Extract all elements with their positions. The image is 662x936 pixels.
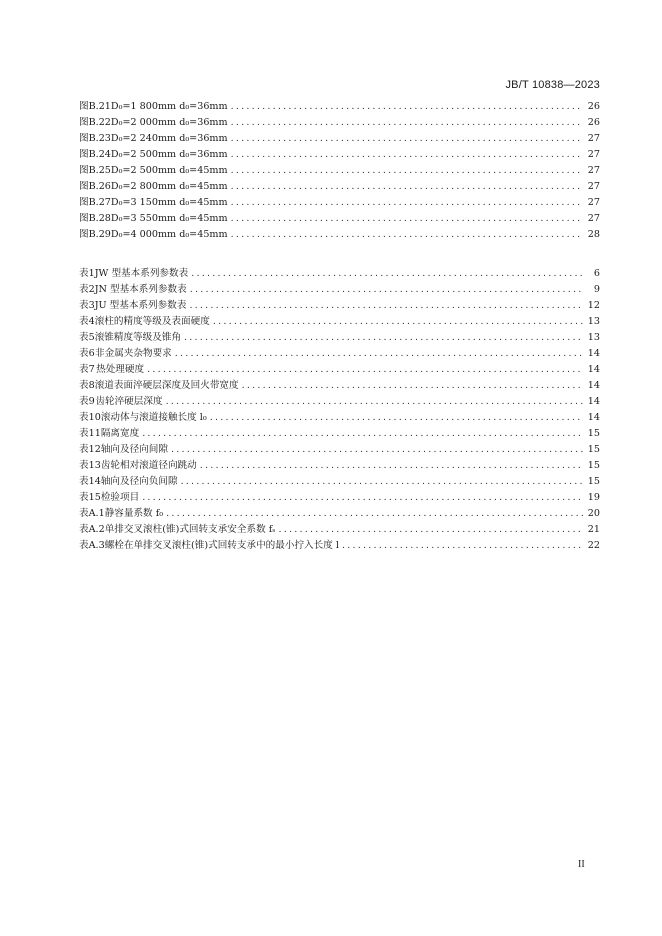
entry-page: 26	[587, 117, 600, 128]
leader-dots	[189, 298, 583, 314]
entry-label: 表10	[79, 412, 101, 423]
entry-page: 15	[587, 460, 600, 471]
toc-entry[interactable]	[79, 266, 600, 282]
entry-page: 13	[587, 316, 600, 327]
leader-dots	[242, 378, 583, 394]
toc-entry[interactable]	[79, 179, 600, 195]
entry-label: 图B.27	[79, 197, 111, 208]
toc-entry[interactable]	[79, 362, 600, 378]
toc-entry[interactable]	[79, 458, 600, 474]
entry-title: D₀=2 500mm d₀=36mm	[110, 149, 228, 160]
entry-label: 表15	[79, 492, 101, 503]
entry-page: 15	[587, 444, 600, 455]
entry-title: D₀=3 150mm d₀=45mm	[110, 197, 228, 208]
leader-dots	[200, 458, 583, 474]
entry-label: 表A.3	[79, 540, 105, 551]
entry-label: 表11	[79, 428, 101, 439]
toc-entry[interactable]	[79, 346, 600, 362]
entry-page: 27	[587, 197, 600, 208]
entry-label: 图B.24	[79, 149, 111, 160]
toc-entry[interactable]	[79, 115, 600, 131]
entry-label: 表A.1	[79, 508, 105, 519]
leader-dots	[147, 362, 583, 378]
entry-title: 检验项目	[100, 492, 140, 503]
toc-entry[interactable]	[79, 474, 600, 490]
entry-title: 轴向及径向负间隙	[100, 476, 178, 487]
entry-page: 26	[587, 101, 600, 112]
leader-dots	[231, 195, 583, 211]
leader-dots	[184, 330, 583, 346]
leader-dots	[231, 147, 583, 163]
leader-dots	[231, 179, 583, 195]
entry-label: 表7	[79, 364, 95, 375]
entry-page: 27	[587, 149, 600, 160]
toc-entry[interactable]	[79, 410, 600, 426]
entry-title: D₀=4 000mm d₀=45mm	[110, 229, 228, 240]
toc-entry[interactable]	[79, 506, 600, 522]
toc-entry[interactable]	[79, 442, 600, 458]
entry-page: 14	[587, 380, 600, 391]
leader-dots	[213, 314, 583, 330]
table-list	[79, 266, 600, 554]
leader-dots	[342, 538, 583, 554]
entry-title: 滚锥精度等级及锥角	[94, 332, 182, 343]
entry-page: 9	[593, 284, 600, 295]
entry-page: 27	[587, 165, 600, 176]
toc-entry[interactable]	[79, 394, 600, 410]
toc-entry[interactable]	[79, 538, 600, 554]
entry-label: 表13	[79, 460, 101, 471]
entry-page: 14	[587, 348, 600, 359]
toc-entry[interactable]	[79, 522, 600, 538]
entry-label: 图B.21	[79, 101, 111, 112]
toc-entry[interactable]	[79, 131, 600, 147]
toc-entry[interactable]	[79, 490, 600, 506]
entry-title: 静容量系数 f₀	[104, 508, 164, 519]
leader-dots	[279, 522, 583, 538]
entry-label: 表3	[79, 300, 95, 311]
entry-page: 19	[587, 492, 600, 503]
entry-label: 表2	[79, 284, 95, 295]
entry-label: 表5	[79, 332, 95, 343]
entry-page: 27	[587, 213, 600, 224]
entry-title: 隔离宽度	[100, 428, 140, 439]
entry-page: 14	[587, 364, 600, 375]
entry-label: 图B.26	[79, 181, 111, 192]
entry-page: 14	[587, 412, 600, 423]
entry-title: 齿轮淬硬层深度	[95, 396, 163, 407]
entry-page: 22	[587, 540, 600, 551]
toc-entry[interactable]	[79, 314, 600, 330]
entry-title: JN 型基本系列参数表	[94, 284, 187, 295]
figure-list	[79, 99, 600, 243]
entry-label: 表6	[79, 348, 95, 359]
leader-dots	[231, 99, 583, 115]
entry-label: 图B.22	[79, 117, 111, 128]
entry-title: D₀=2 500mm d₀=45mm	[110, 165, 228, 176]
entry-title: 热处理硬度	[96, 364, 145, 375]
entry-page: 28	[587, 229, 600, 240]
toc-entry[interactable]	[79, 426, 600, 442]
entry-page: 13	[587, 332, 600, 343]
entry-page: 27	[587, 181, 600, 192]
entry-title: JW 型基本系列参数表	[94, 268, 189, 279]
entry-label: 表9	[79, 396, 95, 407]
entry-title: 轴向及径向间隙	[100, 444, 168, 455]
entry-page: 6	[593, 268, 600, 279]
entry-title: D₀=2 240mm d₀=36mm	[110, 133, 228, 144]
toc-entry[interactable]	[79, 147, 600, 163]
entry-label: 表A.2	[79, 524, 105, 535]
entry-title: D₀=2 000mm d₀=36mm	[110, 117, 228, 128]
leader-dots	[190, 282, 583, 298]
leader-dots	[171, 442, 583, 458]
toc-entry[interactable]	[79, 378, 600, 394]
leader-dots	[231, 115, 583, 131]
entry-label: 表8	[79, 380, 95, 391]
entry-title: D₀=2 800mm d₀=45mm	[110, 181, 228, 192]
entry-label: 表1	[79, 268, 95, 279]
entry-title: 滚柱的精度等级及表面硬度	[94, 316, 210, 327]
leader-dots	[175, 346, 583, 362]
toc-entry[interactable]	[79, 163, 600, 179]
entry-title: 单排交叉滚柱(锥)式回转支承安全系数 fₛ	[104, 524, 276, 535]
entry-page: 21	[587, 524, 600, 535]
entry-label: 图B.23	[79, 133, 111, 144]
leader-dots	[231, 211, 583, 227]
toc-entry[interactable]	[79, 330, 600, 346]
leader-dots	[231, 163, 583, 179]
entry-page: 20	[587, 508, 600, 519]
document-code: JB/T 10838—2023	[505, 79, 600, 91]
leader-dots	[181, 474, 583, 490]
entry-page: 27	[587, 133, 600, 144]
entry-label: 图B.25	[79, 165, 111, 176]
entry-page: 14	[587, 396, 600, 407]
entry-title: 滚动体与滚道接触长度 l₀	[100, 412, 207, 423]
toc-entry[interactable]	[79, 195, 600, 211]
entry-title: 滚道表面淬硬层深度及回火带宽度	[94, 380, 239, 391]
entry-page: 15	[587, 476, 600, 487]
toc-entry[interactable]	[79, 227, 600, 243]
leader-dots	[142, 426, 583, 442]
toc-entry[interactable]	[79, 99, 600, 115]
entry-label: 表12	[79, 444, 101, 455]
entry-page: 12	[587, 300, 600, 311]
toc-entry[interactable]	[79, 282, 600, 298]
entry-title: 齿轮相对滚道径向跳动	[100, 460, 197, 471]
entry-page: 15	[587, 428, 600, 439]
leader-dots	[210, 410, 583, 426]
toc-entry[interactable]	[79, 211, 600, 227]
leader-dots	[231, 131, 583, 147]
entry-title: D₀=1 800mm d₀=36mm	[110, 101, 228, 112]
leader-dots	[166, 394, 583, 410]
entry-label: 表14	[79, 476, 101, 487]
page-number: II	[578, 859, 585, 870]
leader-dots	[231, 227, 583, 243]
toc-entry[interactable]	[79, 298, 600, 314]
entry-label: 表4	[79, 316, 95, 327]
entry-label: 图B.28	[79, 213, 111, 224]
entry-title: JU 型基本系列参数表	[94, 300, 187, 311]
entry-label: 图B.29	[79, 229, 111, 240]
entry-title: 非金属夹杂物要求	[95, 348, 172, 359]
leader-dots	[142, 490, 583, 506]
leader-dots	[191, 266, 583, 282]
leader-dots	[166, 506, 583, 522]
entry-title: D₀=3 550mm d₀=45mm	[110, 213, 228, 224]
entry-title: 螺栓在单排交叉滚柱(锥)式回转支承中的最小拧入长度 l	[104, 540, 339, 551]
